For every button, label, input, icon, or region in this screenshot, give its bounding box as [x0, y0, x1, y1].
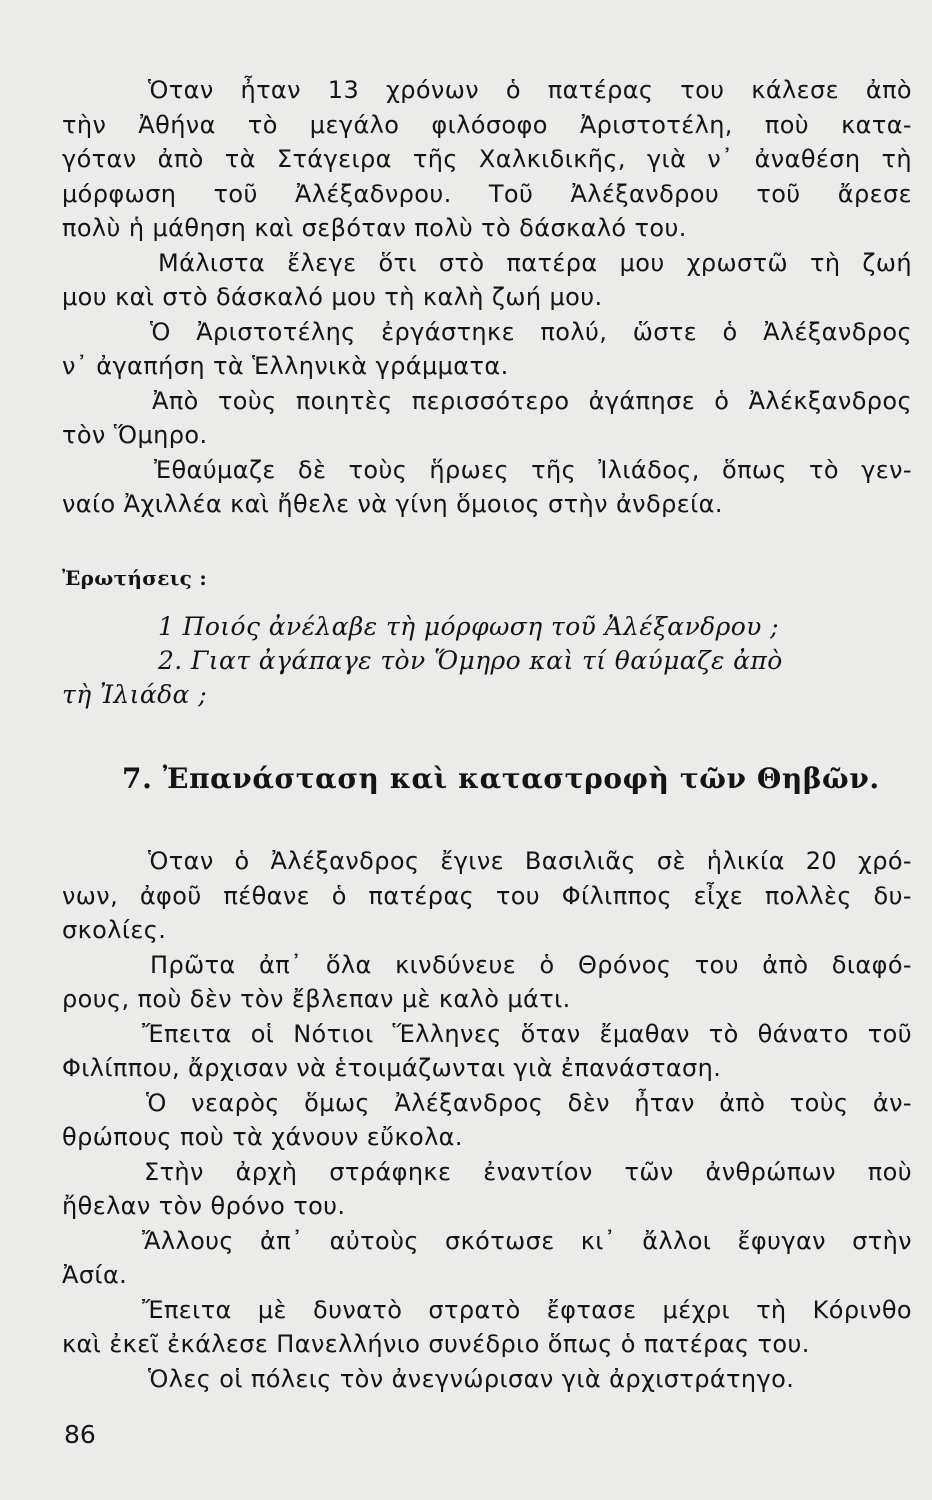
text-line: Ἐθαύμαζε δὲ τοὺς ἥρωες τῆς Ἰλιάδος, ὅπως τὸ γεν- [154, 455, 912, 484]
text-line: καὶ ἐκεῖ ἐκάλεσε Πανελλήνιο συνέδριο ὅπως ὁ πατέρας του. [62, 1330, 810, 1358]
question-item: 2. Γιατ ἀγάπαγε τὸν Ὅμηρο καὶ τί θαύμαζε ἀπὸ [158, 646, 783, 675]
text-line: θρώπους ποὺ τὰ χάνουν εὔκολα. [62, 1123, 463, 1151]
text-line: Ἔπειτα μὲ δυνατὸ στρατὸ ἔφτασε μέχρι τὴ Κόρινθο [142, 1295, 912, 1324]
text-line: ν᾽ ἀγαπήση τὰ Ἑλληνικὰ γράμματα. [62, 352, 509, 380]
text-line: Φιλίππου, ἄρχισαν νὰ ἑτοιμάζωνται γιὰ ἐπανάσταση. [62, 1054, 722, 1082]
text-line: Ἔπειτα οἱ Νότιοι Ἕλληνες ὅταν ἔμαθαν τὸ θάνατο τοῦ [142, 1019, 912, 1048]
text-line: τὸν Ὅμηρο. [62, 421, 208, 449]
text-line: Ὁ νεαρὸς ὅμως Ἀλέξανδρος δὲν ἦταν ἀπὸ τοὺς ἀν- [146, 1088, 912, 1117]
text-line: πολὺ ἡ μάθηση καὶ σεβόταν πολὺ τὸ δάσκαλό του. [62, 214, 687, 242]
text-line: Πρῶτα ἀπ᾽ ὅλα κινδύνευε ὁ Θρόνος του ἀπὸ διαφό- [150, 950, 912, 979]
text-line: μου καὶ στὸ δάσκαλό μου τὴ καλὴ ζωή μου. [62, 283, 603, 311]
text-line: Ὁλες οἱ πόλεις τὸν ἀνεγνώρισαν γιὰ ἀρχιστράτηγο. [148, 1364, 795, 1393]
question-item: 1 Ποιός ἀνέλαβε τὴ μόρφωση τοῦ Ἀλέξανδρου ; [158, 612, 779, 641]
text-line: ρους, ποὺ δὲν τὸν ἔβλεπαν μὲ καλὸ μάτι. [62, 985, 571, 1013]
text-line: ἤθελαν τὸν θρόνο του. [62, 1192, 346, 1220]
chapter-title: 7. Ἐπανάσταση καὶ καταστροφὴ τῶν Θηβῶν. [122, 762, 880, 795]
text-line: ναίο Ἀχιλλέα καὶ ἤθελε νὰ γίνη ὅμοιος στὴν ἀνδρεία. [62, 490, 723, 518]
text-line: Ὁ Ἀριστοτέλης ἐργάστηκε πολύ, ὥστε ὁ Ἀλέξανδρος [150, 317, 912, 346]
text-line: Στὴν ἀρχὴ στράφηκε ἐναντίον τῶν ἀνθρώπων ποὺ [144, 1157, 912, 1186]
text-block-top [62, 73, 912, 522]
question-item: τὴ Ἰλιάδα ; [62, 680, 208, 709]
text-line: Μάλιστα ἔλεγε ὅτι στὸ πατέρα μου χρωστῶ τὴ ζωή [158, 248, 912, 277]
text-line: γόταν ἀπὸ τὰ Στάγειρα τῆς Χαλκιδικῆς, γιὰ ν᾽ ἀναθέση τὴ [62, 145, 912, 173]
text-line: Ὁταν ἦταν 13 χρόνων ὁ πατέρας του κάλεσε ἀπὸ [148, 76, 912, 104]
text-line: Ἀσία. [62, 1261, 128, 1289]
text-line: Ἀπὸ τοὺς ποιητὲς περισσότερο ἀγάπησε ὁ Ἀλέκξανδρος [152, 386, 912, 415]
text-line: σκολίες. [62, 916, 167, 944]
questions-list [62, 610, 912, 712]
text-line: τὴν Ἀθήνα τὸ μεγάλο φιλόσοφο Ἀριστοτέλη, ποὺ κατα- [62, 110, 912, 139]
text-line: Ὁταν ὁ Ἀλέξανδρος ἔγινε Βασιλιᾶς σὲ ἡλικία 20 χρό- [148, 847, 912, 875]
text-block-bottom [62, 844, 912, 1396]
text-line: Ἄλλους ἀπ᾽ αὐτοὺς σκότωσε κι᾽ ἄλλοι ἔφυγαν στὴν [142, 1226, 912, 1255]
text-line: μόρφωση τοῦ Ἀλέξαδνρου. Τοῦ Ἀλέξανδρου τοῦ ἄρεσε [62, 179, 912, 208]
page-number: 86 [64, 1420, 96, 1449]
text-line: νων, ἀφοῦ πέθανε ὁ πατέρας του Φίλιππος εἶχε πολλὲς δυ- [62, 881, 912, 910]
questions-heading: Ἐρωτήσεις : [62, 566, 208, 590]
